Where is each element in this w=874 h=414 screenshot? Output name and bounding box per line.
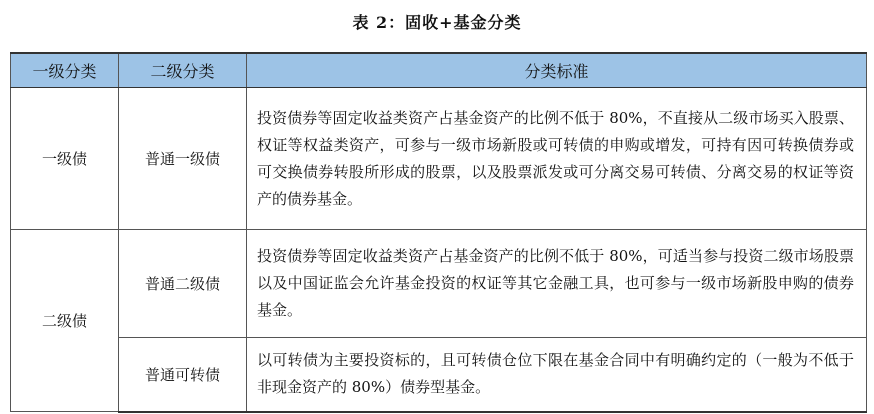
cell-level2: 普通可转债 — [119, 338, 247, 412]
cell-standard: 投资债券等固定收益类资产占基金资产的比例不低于 80%，可适当参与投资二级市场股票以及中国证监会允许基金投资的权证等其它金融工具，也可参与一级市场新股申购的债券基金。 — [247, 230, 867, 338]
cell-level1: 二级债 — [11, 230, 119, 412]
cell-level2: 普通一级债 — [119, 88, 247, 230]
cell-standard: 以可转债为主要投资标的，且可转债仓位下限在基金合同中有明确约定的（一般为不低于非现金资产的 80%）债券型基金。 — [247, 338, 867, 412]
cell-level2: 普通二级债 — [119, 230, 247, 338]
header-standard: 分类标准 — [247, 53, 867, 88]
header-row — [11, 53, 867, 88]
table-row — [11, 338, 867, 412]
header-level2: 二级分类 — [119, 53, 247, 88]
table-row — [11, 88, 867, 230]
cell-level1: 一级债 — [11, 88, 119, 230]
table-row — [11, 230, 867, 338]
header-level1: 一级分类 — [11, 53, 119, 88]
table-title: 表 2：固收+基金分类 — [352, 13, 522, 32]
classification-table — [10, 52, 867, 413]
cell-standard: 投资债券等固定收益类资产占基金资产的比例不低于 80%，不直接从二级市场买入股票、权证等权益类资产，可参与一级市场新股或可转债的申购或增发，可持有因可转换债券或可交换债券转股所形成的股票，以及股票派发或可分离交易可转债、分离交易的权证等资产的债券基金。 — [247, 88, 867, 230]
